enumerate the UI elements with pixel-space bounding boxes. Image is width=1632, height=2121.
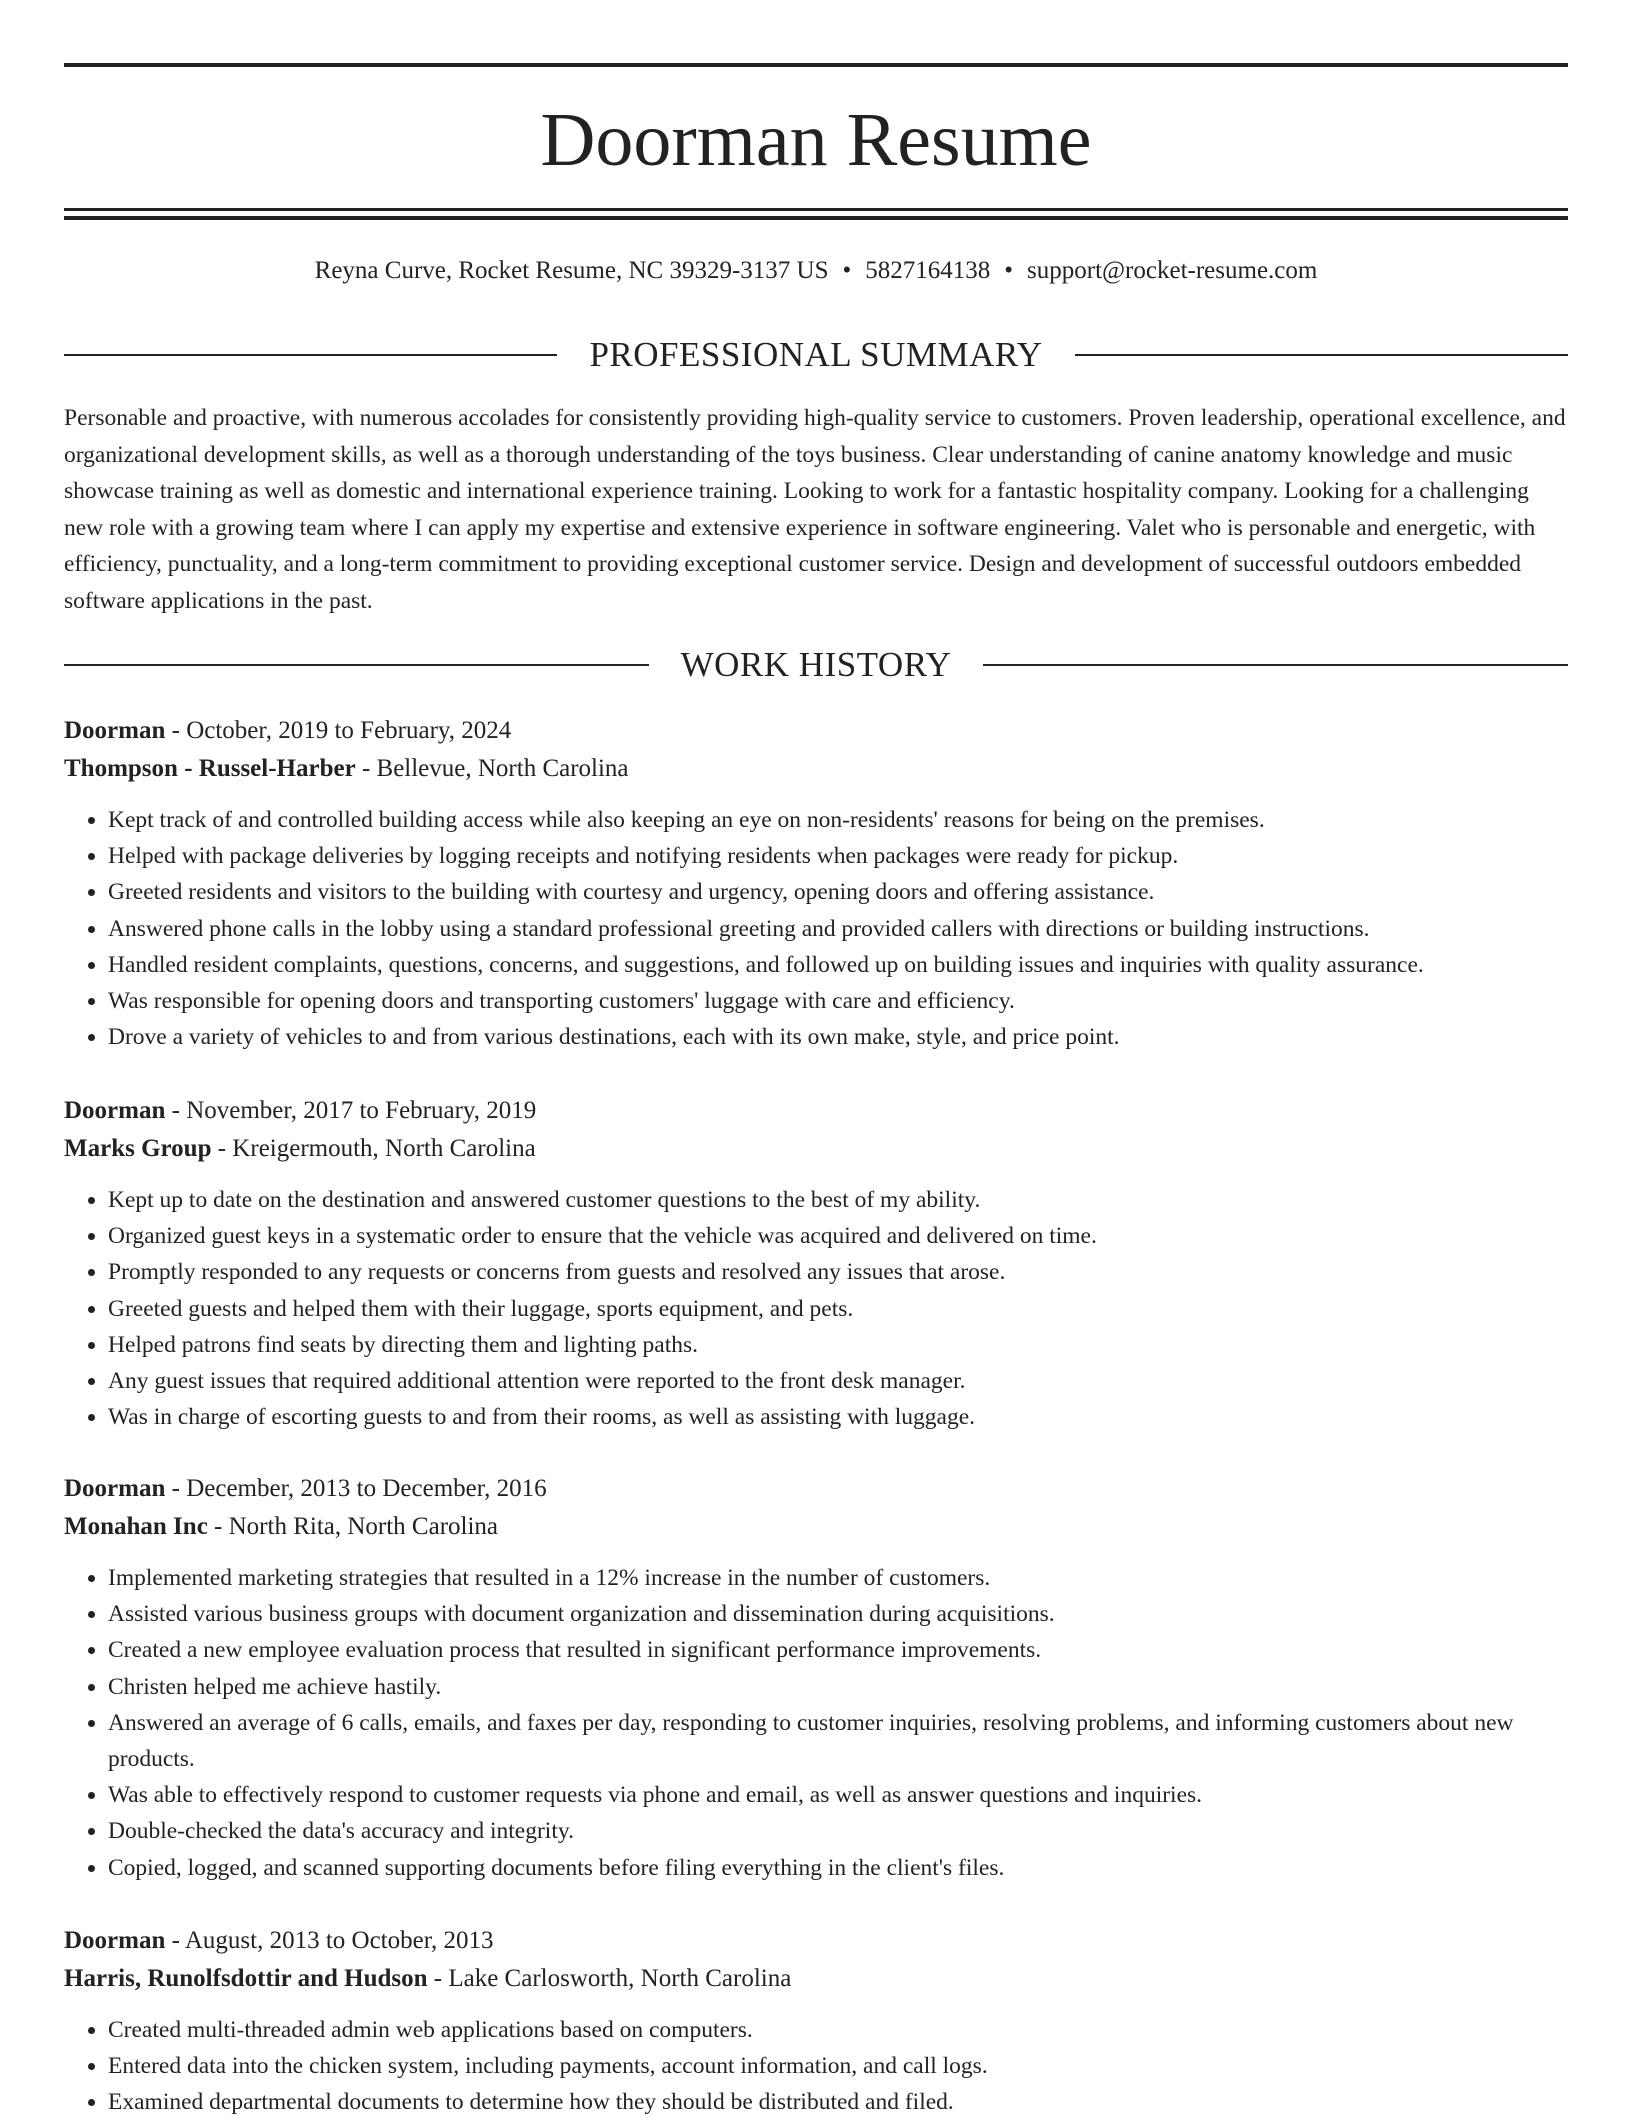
job-dates: - October, 2019 to February, 2024 <box>165 717 512 744</box>
summary-heading <box>64 333 1568 377</box>
job-company-line <box>64 1130 1568 1168</box>
heading-rule-left <box>64 664 649 666</box>
job-location: - Lake Carlosworth, North Carolina <box>427 1965 792 1992</box>
job-entry <box>64 712 1568 1055</box>
contact-email: support@rocket-resume.com <box>1027 257 1318 284</box>
job-location: - North Rita, North Carolina <box>207 1513 499 1540</box>
job-bullet: • Greeted guests and helped them with their luggage, sports equipment, and pets. <box>108 1291 1568 1327</box>
contact-phone: 5827164138 <box>865 257 991 284</box>
job-bullet: • Double-checked the data's accuracy and integrity. <box>108 1813 1568 1849</box>
job-bullet: • Copied, logged, and scanned supporting documents before filing everything in the client's files. <box>108 1850 1568 1886</box>
heading-rule-left <box>64 354 557 356</box>
job-title: Doorman <box>64 717 166 744</box>
job-bullet: • Kept up to date on the destination and answered customer questions to the best of my ability. <box>108 1182 1568 1218</box>
job-bullet: • Handled resident complaints, questions, concerns, and suggestions, and followed up on building issues and inquiries with quality assurance. <box>108 947 1568 983</box>
job-company: Monahan Inc <box>64 1513 208 1540</box>
job-bullets <box>64 802 1568 1055</box>
job-bullet: • Examined departmental documents to determine how they should be distributed and filed. <box>108 2084 1568 2120</box>
job-bullet: • Promptly responded to any requests or concerns from guests and resolved any issues that arose. <box>108 1254 1568 1290</box>
job-bullet: • Kept track of and controlled building access while also keeping an eye on non-residents' reasons for being on the premises. <box>108 802 1568 838</box>
top-rule <box>64 63 1568 67</box>
job-bullet: • Answered phone calls in the lobby using a standard professional greeting and provided callers with directions or building instructions. <box>108 911 1568 947</box>
title-double-rule <box>64 208 1568 220</box>
job-bullet: • Was able to effectively respond to customer requests via phone and email, as well as answer questions and inquiries. <box>108 1777 1568 1813</box>
job-bullet: • Created a new employee evaluation process that resulted in significant performance improvements. <box>108 1632 1568 1668</box>
job-company-line <box>64 1960 1568 1998</box>
job-dates: - August, 2013 to October, 2013 <box>165 1927 494 1954</box>
job-bullet: • Greeted residents and visitors to the building with courtesy and urgency, opening doors and offering assistance. <box>108 874 1568 910</box>
job-bullet: • Created multi-threaded admin web applications based on computers. <box>108 2012 1568 2048</box>
job-bullet: • Was responsible for opening doors and transporting customers' luggage with care and efficiency. <box>108 983 1568 1019</box>
job-bullet: • Implemented marketing strategies that resulted in a 12% increase in the number of customers. <box>108 1560 1568 1596</box>
job-location: - Kreigermouth, North Carolina <box>211 1135 536 1162</box>
job-title-line <box>64 1092 1568 1130</box>
job-entry <box>64 1922 1568 2121</box>
job-company: Harris, Runolfsdottir and Hudson <box>64 1965 428 1992</box>
job-bullet: • Christen helped me achieve hastily. <box>108 1669 1568 1705</box>
job-bullet: • Was in charge of escorting guests to and from their rooms, as well as assisting with luggage. <box>108 1399 1568 1435</box>
job-bullet: • Entered data into the chicken system, including payments, account information, and call logs. <box>108 2048 1568 2084</box>
job-title-line <box>64 712 1568 750</box>
job-title: Doorman <box>64 1097 166 1124</box>
job-company: Thompson - Russel-Harber <box>64 755 356 782</box>
contact-line <box>64 254 1568 288</box>
heading-rule-right <box>1075 354 1568 356</box>
job-location: - Bellevue, North Carolina <box>355 755 629 782</box>
document-title: Doorman Resume <box>540 98 1092 182</box>
contact-separator: • <box>1004 257 1014 284</box>
contact-address: Reyna Curve, Rocket Resume, NC 39329-3137 US <box>314 257 829 284</box>
summary-heading-label: PROFESSIONAL SUMMARY <box>589 335 1043 374</box>
job-bullet: • Organized guest keys in a systematic order to ensure that the vehicle was acquired and delivered on time. <box>108 1218 1568 1254</box>
job-bullet: • Answered an average of 6 calls, emails, and faxes per day, responding to customer inquiries, resolving problems, and informing customers about new products. <box>108 1705 1568 1777</box>
job-bullet: • Helped patrons find seats by directing them and lighting paths. <box>108 1327 1568 1363</box>
heading-rule-right <box>983 664 1568 666</box>
job-company-line <box>64 1508 1568 1546</box>
work-history-heading-label: WORK HISTORY <box>680 645 952 684</box>
summary-text: Personable and proactive, with numerous accolades for consistently providing high-quality service to customers. Proven leadership, operational excellence, and organizational development skills, as well as a thorough understanding of the toys business. Clear understanding of canine anatomy knowledge and music showcase training as well as domestic and international experience training. Looking to work for a fantastic hospitality company. Looking for a challenging new role with a growing team where I can apply my expertise and extensive experience in software engineering. Valet who is personable and energetic, with efficiency, punctuality, and a long-term commitment to providing exceptional customer service. Design and development of successful outdoors embedded software applications in the past. <box>64 405 1566 614</box>
job-company: Marks Group <box>64 1135 212 1162</box>
job-company-line <box>64 750 1568 788</box>
job-entry <box>64 1092 1568 1435</box>
job-bullet: • Helped with package deliveries by logging receipts and notifying residents when packages were ready for pickup. <box>108 838 1568 874</box>
job-title: Doorman <box>64 1475 166 1502</box>
job-title-line <box>64 1470 1568 1508</box>
job-dates: - December, 2013 to December, 2016 <box>165 1475 547 1502</box>
job-bullets <box>64 2012 1568 2121</box>
job-dates: - November, 2017 to February, 2019 <box>165 1097 537 1124</box>
job-entry <box>64 1470 1568 1886</box>
contact-separator: • <box>842 257 852 284</box>
job-bullet: • Assisted various business groups with document organization and dissemination during acquisitions. <box>108 1596 1568 1632</box>
work-history-heading <box>64 643 1568 687</box>
job-bullets <box>64 1182 1568 1435</box>
job-bullet: • Any guest issues that required additional attention were reported to the front desk manager. <box>108 1363 1568 1399</box>
job-title-line <box>64 1922 1568 1960</box>
job-title: Doorman <box>64 1927 166 1954</box>
job-bullets <box>64 1560 1568 1886</box>
job-bullet: • Drove a variety of vehicles to and from various destinations, each with its own make, style, and price point. <box>108 1019 1568 1055</box>
